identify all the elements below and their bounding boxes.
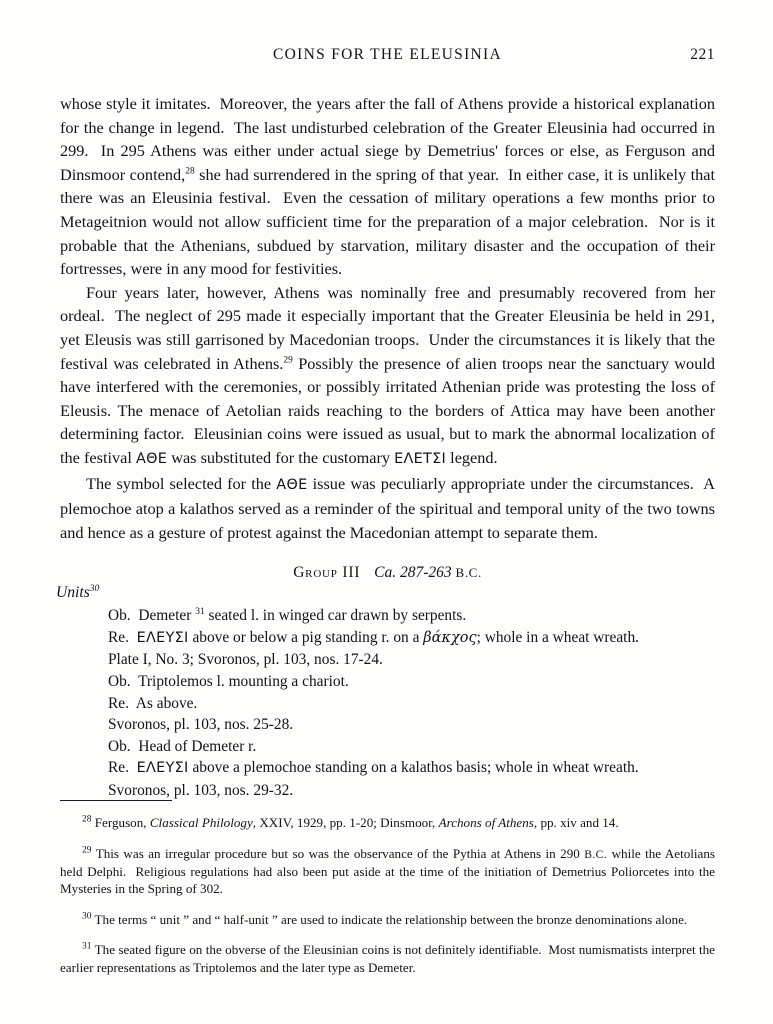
units-label [56, 584, 715, 602]
list-item: Re. ΕΛΕΥΣΙ above or below a pig standing r. on a βάκχος; whole in a wheat wreath. [108, 628, 639, 646]
list-item: Ob. Demeter $^{31}$ seated l. in winged car drawn by serpents. [108, 607, 467, 625]
paragraph-1: whose style it imitates. Moreover, the years after the fall of Athens provide a historical explanation for the change in legend. The last undisturbed celebration of the Greater Eleusinia had occurred in 299. In 295 Athens was either under actual siege by Demetrius' forces or else, as Ferguson and Dinsmoor contend,$^{28}$ she had surrendered in the spring of that year. In either case, it is unlikely that there was an Eleusinia festival. Even the cessation of military operations a few months prior to Metageitnion would not allow sufficient time for the preparation of a major celebration. Nor is it probable that the Athenians, subdued by starvation, military disaster and the occupation of their fortresses, were in any mood for festivities. [60, 94, 716, 279]
list-item: Re. As above. [108, 694, 198, 712]
paragraph-3: The symbol selected for the ΑΘΕ issue was peculiarly appropriate under the circumstances. A plemochoe atop a kalathos served as a reminder of the spiritual and temporal unity of the two towns and hence as a gesture of protest against the Macedonian attempt to separate them. [60, 473, 715, 542]
paragraph-2: Four years later, however, Athens was nominally free and presumably recovered from her ordeal. The neglect of 295 made it especially important that the Greater Eleusinia be held in 291, yet Eleusis was still garrisoned by Macedonian troops. Under the circumstances it is likely that the festival was celebrated in Athens.$^{29}$ Possibly the presence of alien troops near the sanctuary would have interfered with the ceremonies, or possibly irritated Athenian pride was protesting the loss of Eleusis. The menace of Aetolian raids reaching to the borders of Attica may have been another determining factor. Eleusinian coins were issued as usual, but to mark the abnormal localization of the festival ΑΘΕ was substituted for the customary ΕΛΕΤΣΙ legend. [60, 282, 715, 467]
group-date-value: Ca. 287-263 [374, 564, 452, 582]
group-name: Group III [293, 564, 361, 582]
body-text [60, 92, 715, 544]
footnote-31: $^{31}$ The seated figure on the obverse of the Eleusinian coins is not definitely identifiable. Most numismatists interpret the earlier representations as Triptolemos and the later type as Demeter. [60, 942, 715, 975]
units-label-text: Units [56, 584, 90, 602]
page-content [56, 46, 716, 802]
group-heading [60, 564, 715, 582]
footnote-28: $^{28}$ Ferguson, Classical Philology, XXIV, 1929, pp. 1-20; Dinsmoor, Archons of Athens, pp. xiv and 14. [82, 814, 619, 831]
footnote-30: $^{30}$ The terms “ unit ” and “ half-unit ” are used to indicate the relationship between the bronze denominations alone. [82, 911, 688, 927]
footnote-separator-rule [60, 800, 172, 801]
list-item: Plate I, No. 3; Svoronos, pl. 103, nos. 17-24. [108, 651, 383, 669]
group-date-era: B.C. [455, 565, 482, 581]
list-item: Ob. Head of Demeter r. [108, 737, 257, 755]
units-label-note: 30 [89, 584, 100, 595]
page-number: 221 [690, 46, 715, 63]
list-item: Re. ΕΛΕΥΣΙ above a plemochoe standing on a kalathos basis; whole in wheat wreath. [108, 759, 639, 777]
list-item: Svoronos, pl. 103, nos. 29-32. [108, 782, 294, 800]
running-head [60, 46, 715, 70]
list-item: Ob. Triptolemos l. mounting a chariot. [108, 673, 349, 691]
coin-entry-list [108, 605, 715, 801]
list-item: Svoronos, pl. 103, nos. 25-28. [108, 716, 294, 734]
group-date [374, 564, 482, 581]
running-head-title: COINS FOR THE ELEUSINIA [273, 46, 502, 63]
footnotes-section [60, 800, 715, 976]
footnote-29: $^{29}$ This was an irregular procedure but so was the observance of the Pythia at Athens in 290 B.C. while the Aetolians held Delphi. Religious regulations had also been put aside at the time of the initiation of Demetrius Poliorcetes into the Mysteries in the Spring of 302. [60, 845, 715, 897]
